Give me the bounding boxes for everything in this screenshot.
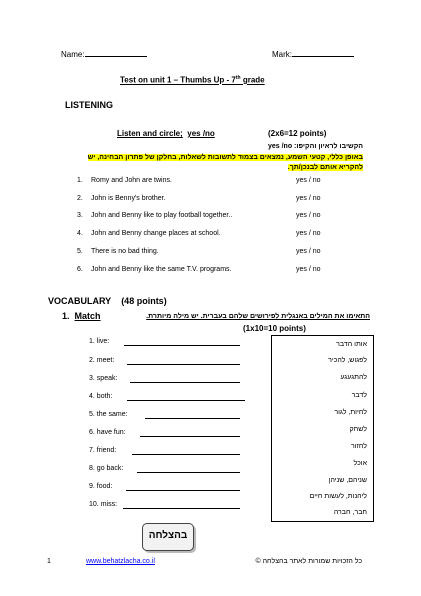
page-number: 1 [47,558,51,565]
word-bank-item: לשחק [349,426,367,433]
list-item: 1. live: [89,338,110,345]
listening-points: (2x6=12 points) [268,129,327,138]
list-item: 10. miss: [89,501,118,508]
match-label: 1. Match [62,311,101,321]
list-item: 3. John and Benny like to play football together.. [77,212,233,219]
answer-line[interactable] [127,392,245,401]
vocabulary-heading: VOCABULARY (48 points) [48,296,167,306]
word-bank-item: לחזור [351,443,367,450]
word-bank-item: אוכל [353,460,367,467]
yes-no-option[interactable]: yes / no [296,177,321,184]
word-bank-item: אותו הדבר [336,341,367,348]
listening-hebrew-instruction: הקשיבו לראיון והקיפו: yes /no [267,143,363,150]
yes-no-option[interactable]: yes / no [296,230,321,237]
list-item: 3. speak: [89,375,118,382]
answer-line[interactable] [127,356,240,365]
word-bank-item: להתגעגע [340,374,367,381]
list-item: 5. There is no bad thing. [77,248,159,255]
name-label: Name: [61,48,147,59]
yes-no-option[interactable]: yes / no [296,266,321,273]
listening-instruction: Listen and circle; yes /no [117,129,215,138]
mark-field[interactable] [292,48,354,57]
list-item: 8. go back: [89,465,124,472]
hebrew-word-bank [271,335,374,522]
list-item: 4. both: [89,393,113,400]
match-points: (1x10=10 points) [243,324,306,333]
answer-line[interactable] [124,337,240,346]
list-item: 9. food: [89,483,113,490]
list-item: 7. friend: [89,447,117,454]
word-bank-item: חבר, חברה [333,509,367,516]
word-bank-item: לחיות, לגור [334,409,367,416]
answer-line[interactable] [140,428,240,437]
answer-line[interactable] [126,482,240,491]
name-field[interactable] [85,48,147,57]
listening-heading: LISTENING [65,100,114,110]
list-item: 6. have fun: [89,429,126,436]
copyright-notice: כל הזכויות שמורות לאתר בהצלחה © [255,558,362,565]
answer-line[interactable] [123,500,240,509]
list-item: 5. the same: [89,411,128,418]
answer-line[interactable] [130,374,240,383]
match-hebrew-instruction: התאימו את המילים באנגלית לפירושים שלהם בעברית. יש מילה מיותרת. [146,313,370,320]
yes-no-option[interactable]: yes / no [296,212,321,219]
yes-no-option[interactable]: yes / no [296,248,321,255]
word-bank-item: לפגוש, להכיר [328,357,367,364]
yes-no-option[interactable]: yes / no [296,195,321,202]
list-item: 2. John is Benny's brother. [77,195,166,202]
word-bank-item: ליהנות, לעשות חיים [309,493,367,500]
list-item: 1. Romy and John are twins. [77,177,172,184]
answer-line[interactable] [132,446,240,455]
behatzlacha-logo: בהצלחה [142,523,194,551]
list-item: 4. John and Benny change places at school. [77,230,221,237]
list-item: 2. meet: [89,357,115,364]
word-bank-item: שניהם, שניהן [328,477,367,484]
mark-label: Mark: [272,48,354,59]
answer-line[interactable] [145,410,240,419]
test-title: Test on unit 1 – Thumbs Up - 7th grade [120,75,265,85]
website-link[interactable]: www.behatzlacha.co.il [86,558,155,565]
answer-line[interactable] [137,464,240,473]
word-bank-item: לדבר [351,392,367,399]
listening-hebrew-note-1: באופן כללי, קטעי השמע, נמצאים בצמוד לתשובות לשאלות, בחלקן של פתרון הבחינה, יש [87,154,363,161]
listening-hebrew-note-2: להקריא אותם לבנכן/תך. [287,164,363,171]
list-item: 6. John and Benny like the same T.V. programs. [77,266,232,273]
